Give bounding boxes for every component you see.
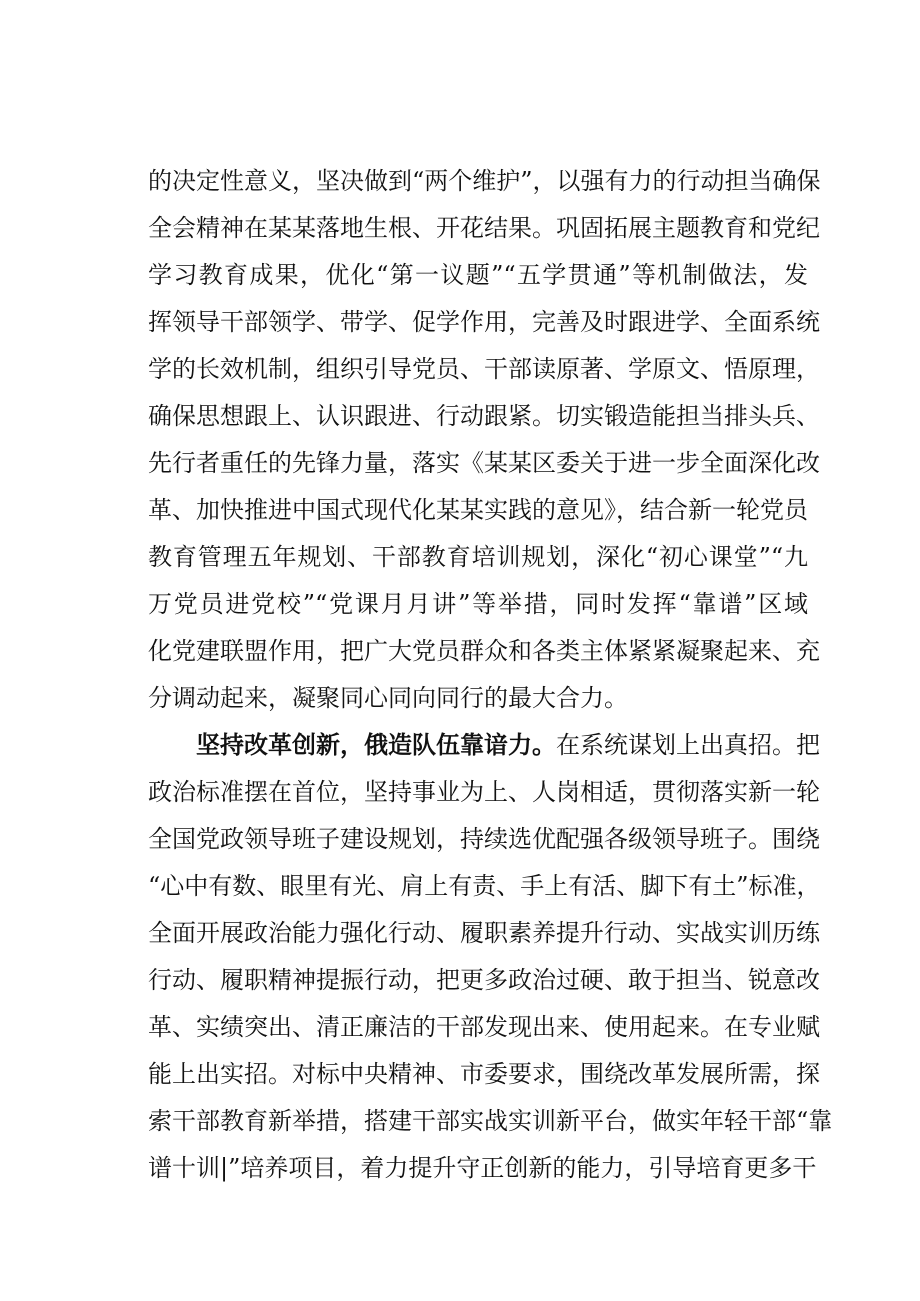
text-line: 谱十训|”培养项目，着力提升守正创新的能力，引导培育更多干 bbox=[148, 1154, 817, 1182]
text-line: 化党建联盟作用，把广大党员群众和各类主体紧紧凝聚起来、充 bbox=[148, 637, 820, 665]
text-line: 先行者重任的先锋力量，落实《某某区委关于进一步全面深化改 bbox=[148, 449, 820, 477]
text-line: 教育管理五年规划、干部教育培训规划，深化“初心课堂”“九 bbox=[148, 543, 808, 571]
paragraph-first-line bbox=[148, 722, 820, 769]
text-run: 在系统谋划上出真招。把 bbox=[556, 731, 820, 759]
text-line: 分调动起来，凝聚同心同向同行的最大合力。 bbox=[148, 684, 628, 712]
text-line: 能上出实招。对标中央精神、市委要求，围绕改革发展所需，探 bbox=[148, 1060, 820, 1088]
text-line: 全面开展政治能力强化行动、履职素养提升行动、实战实训历练 bbox=[148, 919, 820, 947]
text-line: 革、实绩突出、清正廉洁的干部发现出来、使用起来。在专业赋 bbox=[148, 1013, 820, 1041]
text-line: 政治标准摆在首位，坚持事业为上、人岗相适，贯彻落实新一轮 bbox=[148, 778, 820, 806]
document-body bbox=[148, 158, 833, 1192]
text-line: 全国党政领导班子建设规划，持续选优配强各级领导班子。围绕 bbox=[148, 825, 820, 853]
paragraph-2 bbox=[148, 722, 833, 1192]
text-line: 学的长效机制，组织引导党员、干部读原著、学原文、悟原理， bbox=[148, 355, 820, 383]
text-line: 全会精神在某某落地生根、开花结果。巩固拓展主题教育和党纪 bbox=[148, 214, 820, 242]
paragraph-heading: 坚持改革创新，俄造队伍靠谙力。 bbox=[196, 731, 556, 759]
text-line: 索干部教育新举措，搭建干部实战实训新平台，做实年轻干部“靠 bbox=[148, 1107, 833, 1135]
text-line: 确保思想跟上、认识跟进、行动跟紧。切实锻造能担当排头兵、 bbox=[148, 402, 820, 430]
text-line: 行动、履职精神提振行动，把更多政治过硬、敢于担当、锐意改 bbox=[148, 966, 820, 994]
text-line: 的决定性意义，坚决做到“两个维护”，以强有力的行动担当确保 bbox=[148, 167, 821, 195]
paragraph-1 bbox=[148, 158, 821, 722]
text-line: 万党员进党校”“党课月月讲”等举措，同时发挥“靠谱”区域 bbox=[148, 590, 808, 618]
text-line: 学习教育成果，优化“第一议题”“五学贯通”等机制做法，发 bbox=[148, 261, 808, 289]
text-line: 挥领导干部领学、带学、促学作用，完善及时跟进学、全面系统 bbox=[148, 308, 820, 336]
text-line: 革、加快推进中国式现代化某某实践的意见》，结合新一轮党员 bbox=[148, 496, 808, 524]
text-line: “心中有数、眼里有光、肩上有责、手上有活、脚下有土”标准， bbox=[148, 872, 821, 900]
